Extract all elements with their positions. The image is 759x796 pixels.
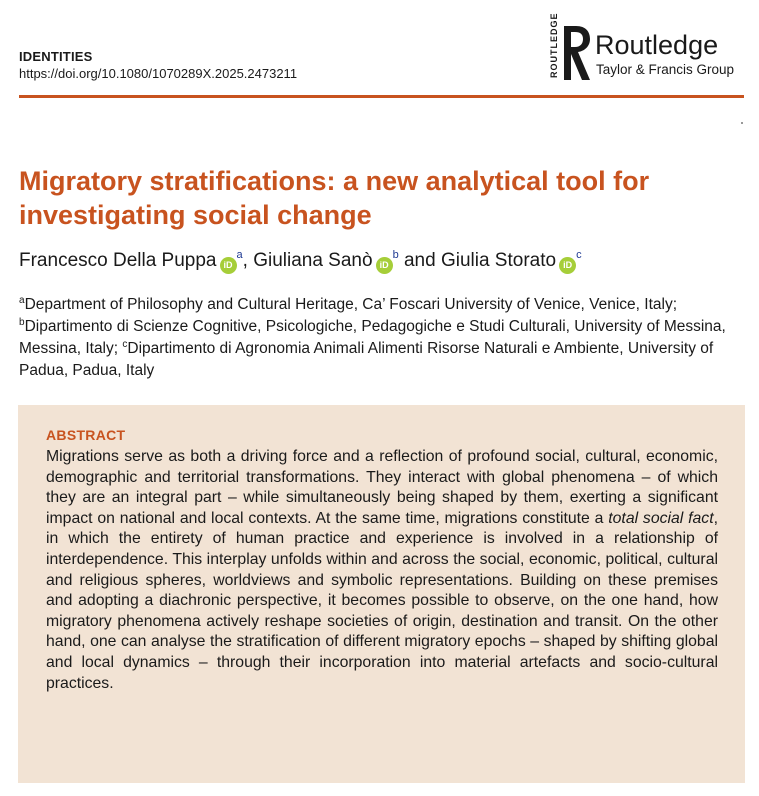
journal-header bbox=[19, 48, 297, 82]
affil-marker: c bbox=[122, 339, 128, 350]
author-separator: and bbox=[398, 250, 441, 271]
author-list bbox=[19, 248, 582, 274]
author-name[interactable]: Giulia Storato bbox=[440, 250, 557, 271]
publisher-subtitle: Taylor & Francis Group bbox=[596, 62, 735, 77]
abstract-text-part: , in which the entirety of human practice and experience is involved in a relationship of interdependence. This interplay unfolds within and across the social, economic, political, cultural and religious spheres, worldviews and symbolic representations. Building on these premises and adopting a diachronic perspective, it becomes possible to observe, on the one hand, how migratory phenomena actively reshape societies of origin, destination and transit. On the other hand, one can analyse the stratification of different migratory epochs – shaped by shifting global and local dynamics – through their incorporation into material artefacts and socio-cultural practices. bbox=[46, 509, 718, 692]
author-separator: , bbox=[242, 250, 254, 271]
article-title: Migratory stratifications: a new analytical tool for investigating social change bbox=[19, 166, 650, 230]
logo-vertical-text: ROUTLEDGE bbox=[549, 12, 559, 78]
orcid-icon[interactable]: iD bbox=[220, 257, 237, 274]
header-rule bbox=[19, 95, 744, 98]
orcid-icon[interactable]: iD bbox=[559, 257, 576, 274]
abstract-body bbox=[46, 447, 718, 694]
abstract-box bbox=[18, 405, 745, 783]
abstract-emphasis: total social fact bbox=[608, 509, 714, 527]
affil-marker: a bbox=[19, 295, 25, 306]
journal-name: IDENTITIES bbox=[19, 49, 93, 64]
abstract-text-part: Migrations serve as both a driving force and a reflection of profound social, cultural, economic, demographic and territorial transformations. They interact with global phenomena – of which they are an integral part – while simultaneously being shaped by them, exerting a significant impact on national and local contexts. At the same time, migrations constitute a bbox=[46, 448, 718, 527]
abstract-heading: ABSTRACT bbox=[46, 427, 126, 443]
affiliation-text: Dipartimento di Scienze Cognitive, Psicologiche, Pedagogiche e Studi Culturali, University of Messina, Messina, Italy; bbox=[19, 318, 726, 357]
affiliation-text: Department of Philosophy and Cultural Heritage, Ca’ Foscari University of Venice, Venice, Italy; bbox=[24, 296, 678, 313]
author-affil-marker: b bbox=[392, 249, 399, 261]
affiliation-text: Dipartimento di Agronomia Animali Alimenti Risorse Naturali e Ambiente, University of Padua, Padua, Italy bbox=[19, 340, 714, 379]
author-name[interactable]: Francesco Della Puppa bbox=[19, 250, 217, 271]
affil-marker: b bbox=[19, 317, 25, 328]
routledge-r-icon bbox=[560, 24, 592, 82]
affiliations bbox=[19, 294, 749, 382]
orcid-icon[interactable]: iD bbox=[376, 257, 393, 274]
doi-link[interactable]: https://doi.org/10.1080/1070289X.2025.2473211 bbox=[19, 66, 298, 81]
publisher-name: Routledge bbox=[595, 30, 719, 60]
author-affil-marker: a bbox=[236, 249, 243, 261]
decorative-dot bbox=[741, 122, 743, 124]
author-name[interactable]: Giuliana Sanò bbox=[253, 250, 373, 271]
author-affil-marker: c bbox=[576, 249, 582, 261]
routledge-logo[interactable] bbox=[549, 12, 749, 86]
